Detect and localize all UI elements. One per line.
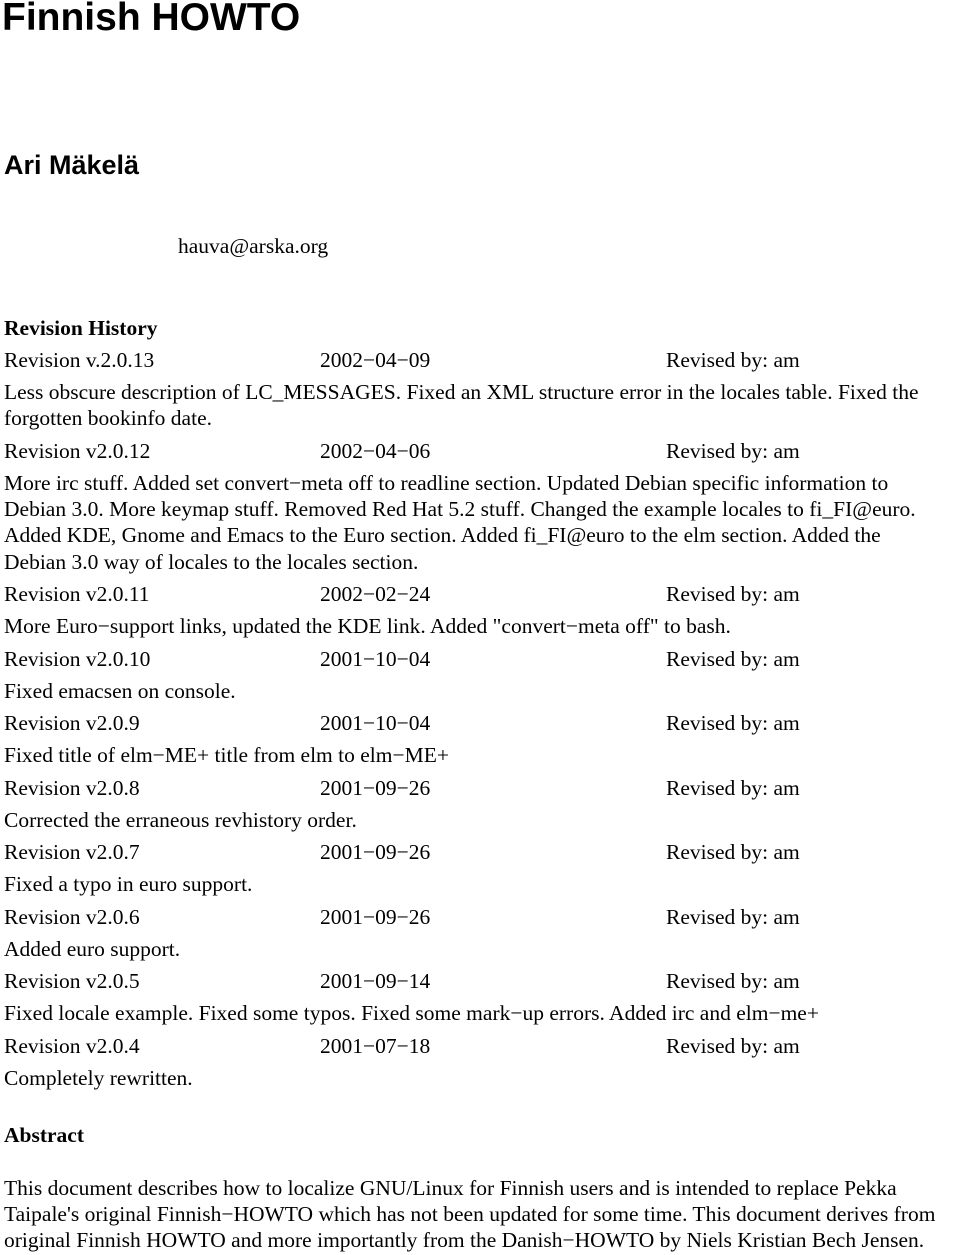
author-email: hauva@arska.org [178, 234, 329, 258]
revision-header [4, 968, 956, 994]
revision-date: 2001−09−26 [320, 904, 431, 929]
abstract-heading: Abstract [4, 1122, 85, 1147]
revision-entry [4, 839, 956, 897]
revision-entry [4, 775, 956, 833]
revision-description-line: Fixed locale example. Fixed some typos. Fixed some mark−up errors. Added irc and elm−me+ [4, 1001, 819, 1026]
revision-header [4, 347, 956, 373]
abstract-line: original Finnish HOWTO and more importantly from the Danish−HOWTO by Niels Kristian Bech Jensen. [4, 1228, 925, 1252]
revision-header [4, 710, 956, 736]
revision-description-line: Added euro support. [4, 936, 181, 961]
revision-number: Revision v2.0.5 [4, 969, 140, 994]
revision-author: Revised by: am [666, 1033, 800, 1058]
revision-history [4, 315, 956, 1097]
abstract-line: This document describes how to localize GNU/Linux for Finnish users and is intended to replace Pekka [4, 1176, 897, 1200]
revision-header [4, 438, 956, 464]
revision-header [4, 581, 956, 607]
abstract-line: Taipale's original Finnish−HOWTO which has not been updated for some time. This document derives from [4, 1202, 936, 1226]
revision-author: Revised by: am [666, 840, 800, 865]
revision-author: Revised by: am [666, 775, 800, 800]
revision-author: Revised by: am [666, 582, 800, 607]
revision-author: Revised by: am [666, 438, 800, 463]
revision-number: Revision v2.0.11 [4, 582, 150, 607]
revision-date: 2002−04−09 [320, 347, 431, 372]
revision-description-line: forgotten bookinfo date. [4, 406, 212, 431]
revision-history-heading: Revision History [4, 315, 158, 340]
revision-entry [4, 904, 956, 962]
revision-date: 2002−04−06 [320, 438, 431, 463]
revision-author: Revised by: am [666, 646, 800, 671]
revision-entry [4, 438, 956, 575]
revision-entry [4, 968, 956, 1026]
revision-entry [4, 581, 956, 639]
revision-date: 2001−10−04 [320, 646, 431, 671]
document-title: Finnish HOWTO [2, 0, 301, 39]
author-name: Ari Mäkelä [4, 150, 140, 180]
revision-number: Revision v2.0.6 [4, 904, 140, 929]
revision-header [4, 839, 956, 865]
revision-header [4, 646, 956, 672]
revision-author: Revised by: am [666, 904, 800, 929]
revision-date: 2002−02−24 [320, 582, 431, 607]
revision-number: Revision v2.0.10 [4, 646, 151, 671]
revision-description-line: Debian 3.0 way of locales to the locales section. [4, 549, 419, 574]
revision-number: Revision v2.0.4 [4, 1033, 140, 1058]
revision-entry [4, 646, 956, 704]
revision-number: Revision v2.0.9 [4, 711, 140, 736]
revision-description-line: More Euro−support links, updated the KDE link. Added "convert−meta off" to bash. [4, 614, 731, 639]
revision-description-line: Completely rewritten. [4, 1065, 193, 1090]
revision-description-line: Fixed title of elm−ME+ title from elm to elm−ME+ [4, 743, 449, 768]
revision-entry [4, 710, 956, 768]
revision-author: Revised by: am [666, 347, 800, 372]
revision-description-line: Corrected the erraneous revhistory order. [4, 807, 357, 832]
revision-header [4, 1033, 956, 1059]
revision-description-line: Less obscure description of LC_MESSAGES. Fixed an XML structure error in the locales table. Fixed the [4, 379, 919, 404]
revision-number: Revision v2.0.7 [4, 840, 140, 865]
revision-number: Revision v.2.0.13 [4, 347, 155, 372]
revision-number: Revision v2.0.8 [4, 775, 140, 800]
revision-date: 2001−09−14 [320, 969, 431, 994]
revision-entry [4, 1033, 956, 1091]
revision-header [4, 775, 956, 801]
revision-date: 2001−09−26 [320, 840, 431, 865]
revision-date: 2001−07−18 [320, 1033, 431, 1058]
revision-author: Revised by: am [666, 711, 800, 736]
revision-date: 2001−09−26 [320, 775, 431, 800]
abstract-paragraph [4, 1175, 956, 1253]
revision-description-line: More irc stuff. Added set convert−meta off to readline section. Updated Debian specific information to [4, 470, 889, 495]
revision-header [4, 904, 956, 930]
revision-description-line: Added KDE, Gnome and Emacs to the Euro section. Added fi_FI@euro to the elm section. Added the [4, 523, 881, 548]
revision-description-line: Fixed a typo in euro support. [4, 872, 253, 897]
revision-description-line: Debian 3.0. More keymap stuff. Removed Red Hat 5.2 stuff. Changed the example locales to fi_FI@euro. [4, 496, 916, 521]
revision-number: Revision v2.0.12 [4, 438, 151, 463]
revision-author: Revised by: am [666, 969, 800, 994]
revision-entry [4, 347, 956, 432]
revision-date: 2001−10−04 [320, 711, 431, 736]
revision-description-line: Fixed emacsen on console. [4, 678, 236, 703]
